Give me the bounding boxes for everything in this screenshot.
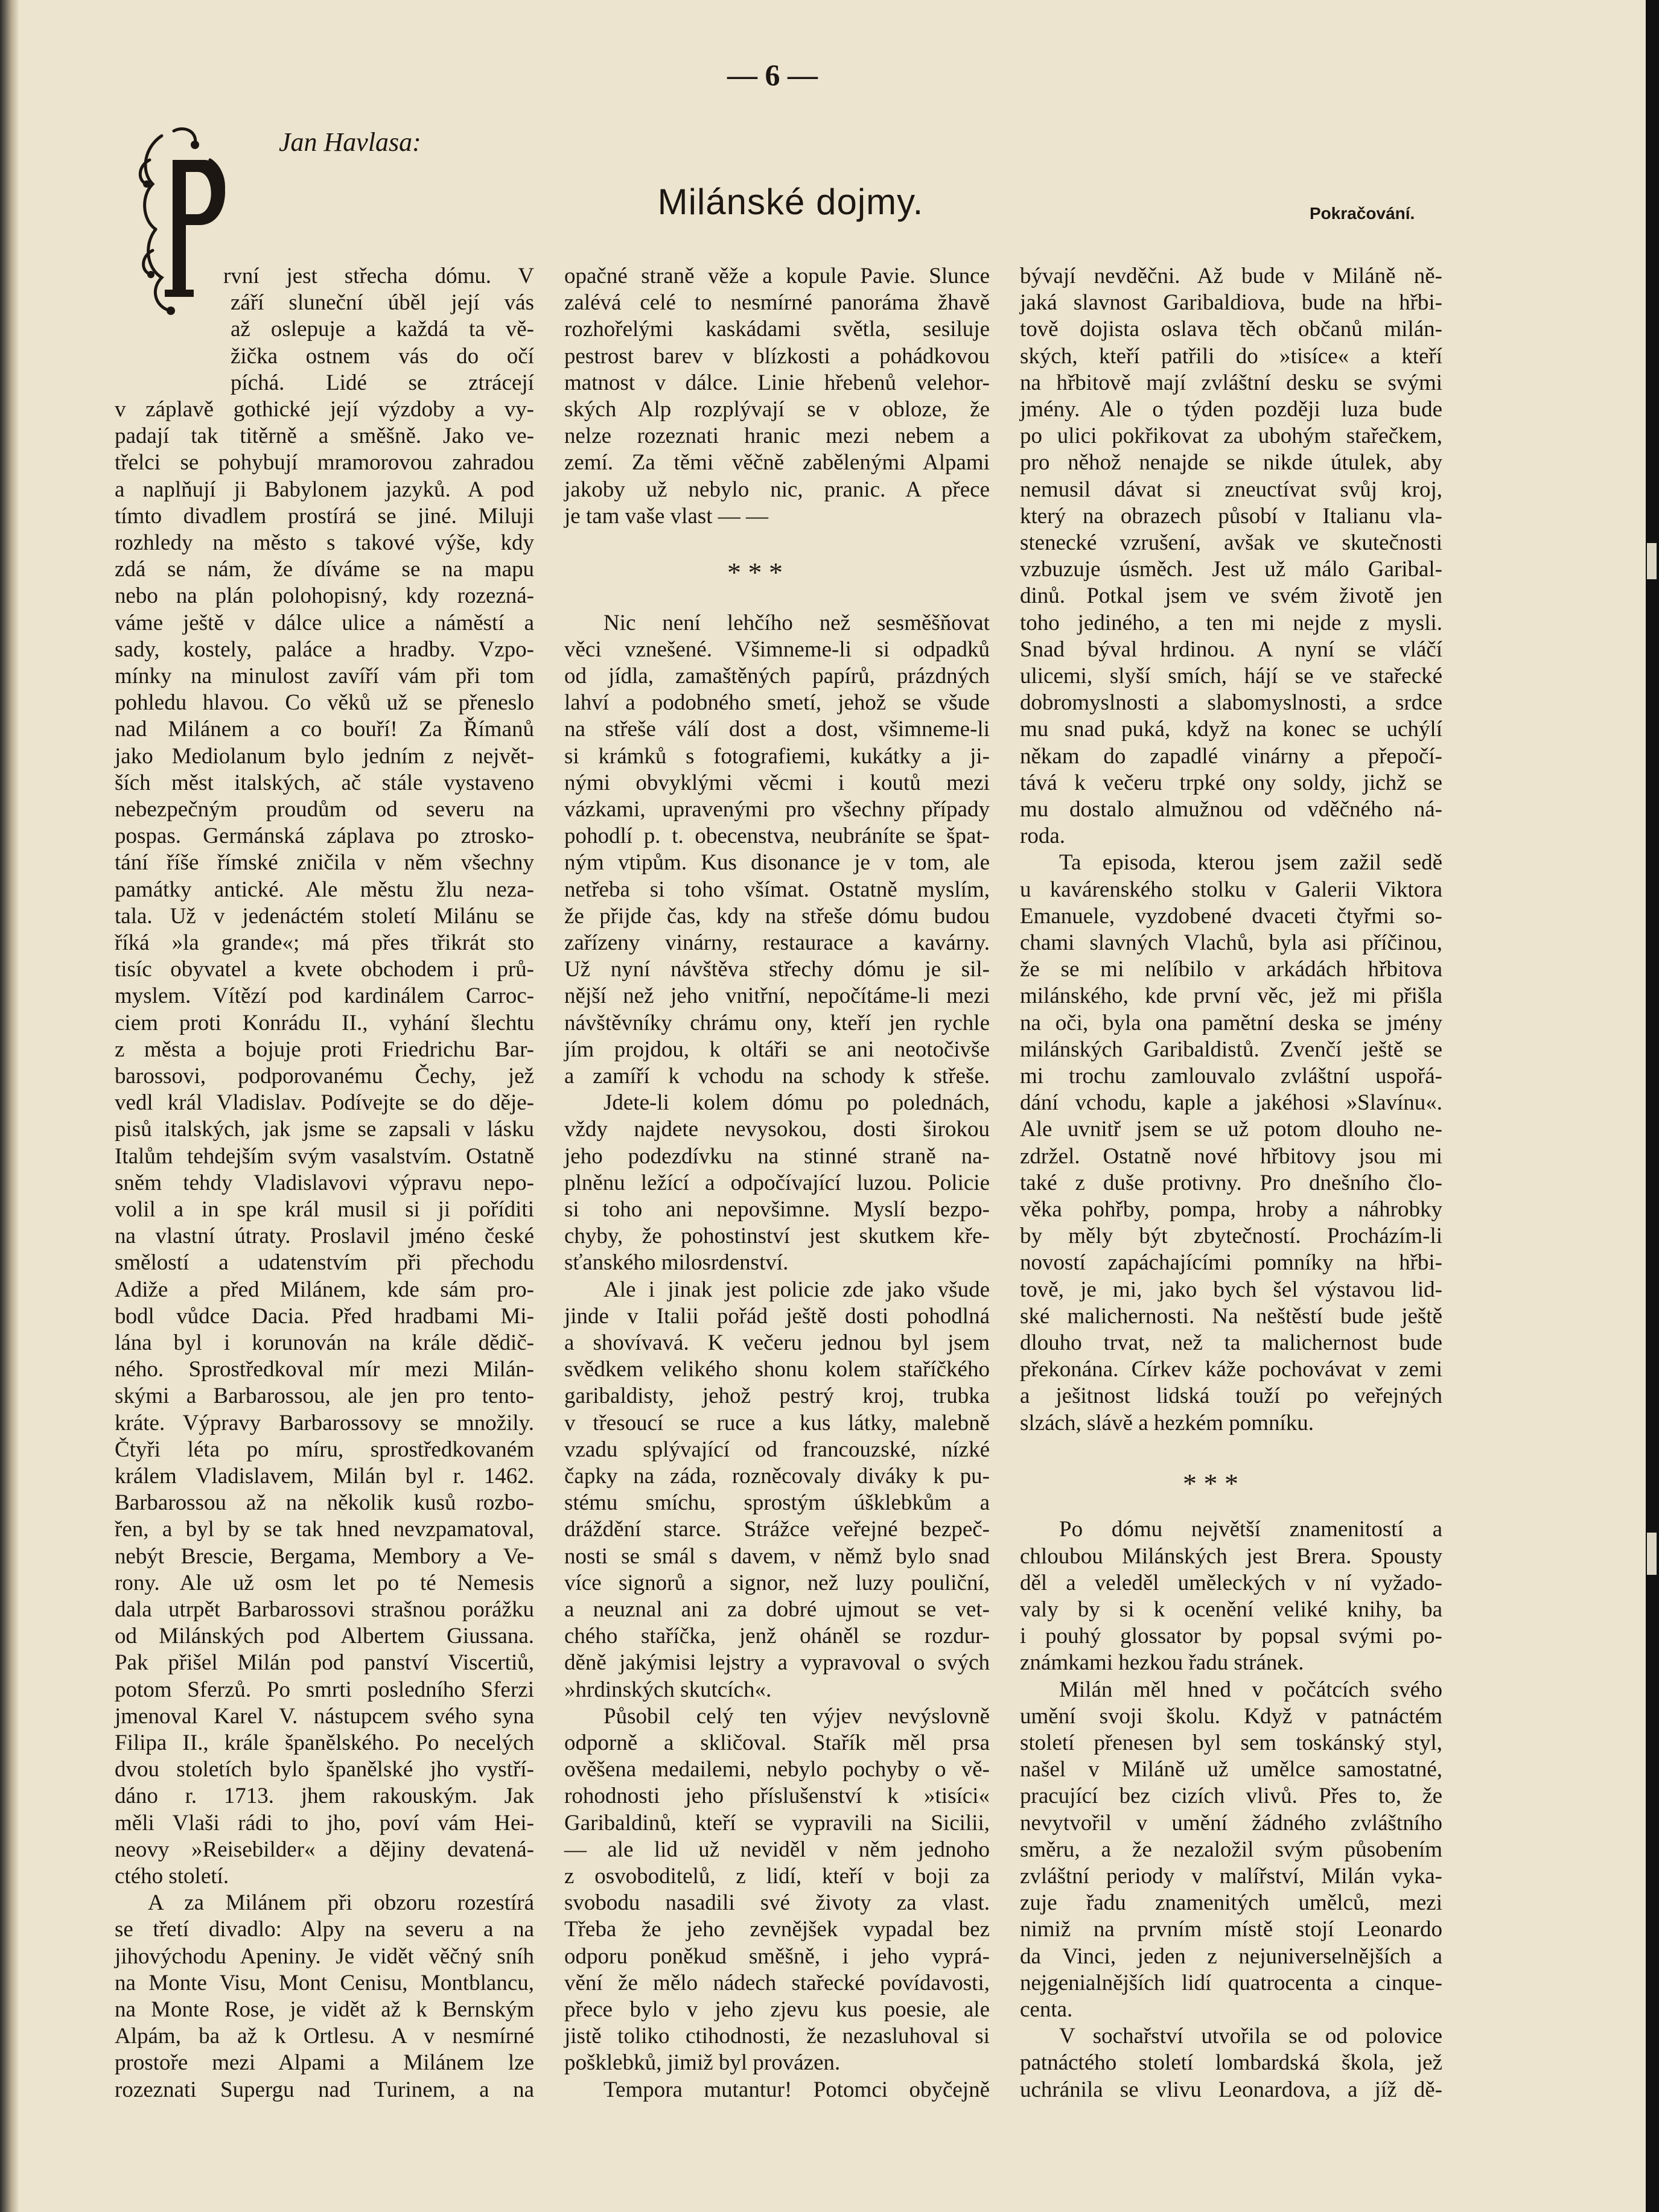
- text-line: vzbuzuje úsměch. Jest už málo Garibal-: [1020, 557, 1442, 582]
- text-line: plněnu ležící a odpočívající luzou. Policie: [564, 1170, 990, 1195]
- text-line: ských Alp rozplývají se v obloze, že: [564, 397, 990, 422]
- text-line: přece bylo v jeho zjevu kus poesie, ale: [564, 1997, 990, 2022]
- text-line: nebezpečným proudům od severu na: [115, 797, 534, 822]
- text-line: rohodnosti jeho příslušenství k »tisíci«: [564, 1784, 990, 1809]
- text-line: valy by si k ocenění veliké knihy, ba: [1020, 1597, 1442, 1622]
- text-line: zdá se nám, že díváme se na mapu: [115, 557, 534, 582]
- text-line: Pak přišel Milán pod panství Viscertiů,: [115, 1650, 534, 1676]
- text-line: jihovýchodu Apeniny. Je vidět věčný sníh: [115, 1943, 534, 1969]
- text-line: po ulici pokřikovat za ubohým stařečkem,: [1020, 424, 1442, 449]
- text-line: jako Mediolanum bylo jedním z největ-: [115, 743, 534, 769]
- text-line: vedl král Vladislav. Podívejte se do děje-: [115, 1090, 534, 1116]
- text-line: Po dómu největší znamenitostí a: [1059, 1517, 1442, 1542]
- section-separator: * * *: [1183, 1468, 1238, 1499]
- text-line: u kavárenského stolku v Galerii Viktora: [1020, 877, 1442, 902]
- text-line: září sluneční úběl její vás: [231, 290, 534, 316]
- text-line: na Monte Visu, Mont Cenisu, Montblancu,: [115, 1970, 534, 1995]
- text-line: řen, a byl by se tak hned nevzpamatoval,: [115, 1517, 534, 1542]
- text-line: že přijde čas, kdy na střeše dómu budou: [564, 903, 990, 929]
- text-line: tově, je mi, jako bych šel výstavou lid-: [1020, 1277, 1442, 1302]
- text-line: našel v Miláně už umělce samostatné,: [1020, 1757, 1442, 1782]
- text-line: ného. Sprostředkoval mír mezi Milán-: [115, 1357, 534, 1382]
- text-line: rozeznati Supergu nad Turinem, a na: [115, 2077, 534, 2102]
- text-line: matnost v dálce. Linie hřebenů velehor-: [564, 370, 990, 395]
- text-line: někam do zapadlé vinárny a přepočí-: [1020, 743, 1442, 769]
- text-line: »hrdinských skutcích«.: [564, 1677, 772, 1702]
- text-line: stému smíchu, sprostým úšklebkům a: [564, 1490, 990, 1516]
- text-line: dobromyslnosti a slabomyslnosti, a srdce: [1020, 690, 1442, 716]
- text-line: nebýt Brescie, Bergama, Membory a Ve-: [115, 1543, 534, 1569]
- text-line: ným vtipům. Kus disonance je v tom, ale: [564, 850, 990, 876]
- text-line: děně jakýmisi lejstry a vypravoval o svých: [564, 1650, 990, 1676]
- text-line: a neuznal ani za dobré ujmout se vet-: [564, 1597, 990, 1622]
- text-line: ulicemi, slyší smích, hájí se ve stařecké: [1020, 664, 1442, 688]
- text-line: a ješitnost lidská touží po veřejných: [1020, 1384, 1442, 1409]
- text-line: z města a bojuje proti Friedrichu Bar-: [115, 1037, 534, 1062]
- text-line: ské malichernosti. Na neštěstí bude ještě: [1020, 1303, 1442, 1329]
- text-line: Třeba že jeho zevnějšek vypadal bez: [564, 1917, 990, 1942]
- text-line: také z duše protivny. Pro dnešního člo-: [1020, 1170, 1442, 1195]
- text-line: směru, a že nezaložil svým působením: [1020, 1837, 1442, 1862]
- text-line: si krámků s fotografiemi, kukátky a ji-: [564, 743, 990, 769]
- text-line: slzách, slávě a hezkém pomníku.: [1020, 1410, 1314, 1435]
- text-line: barossovi, podporovanému Čechy, jež: [115, 1064, 534, 1089]
- text-line: dlouho trvat, než ta malichernost bude: [1020, 1330, 1442, 1355]
- text-line: mi trochu zamlouvalo zvláštní uspořá-: [1020, 1064, 1442, 1089]
- text-line: vzadu splývající od francouzské, nízké: [564, 1437, 990, 1462]
- text-line: si toho ani nepovšimne. Myslí bezpo-: [564, 1197, 990, 1222]
- text-line: zdržel. Ostatně nové hřbitovy jsou mi: [1020, 1143, 1442, 1169]
- text-line: ctého století.: [115, 1864, 229, 1889]
- text-line: věka pohřby, pompa, hroby a náhrobky: [1020, 1197, 1442, 1222]
- text-line: neovy »Reisebilder« a dějiny devatená-: [115, 1837, 534, 1862]
- text-line: tala. Už v jedenáctém století Milánu se: [115, 903, 534, 929]
- text-line: tově dojista oslava těch občanů milán-: [1020, 317, 1442, 342]
- page-tab-marker: [1647, 543, 1657, 579]
- text-line: Působil celý ten výjev nevýslovně: [603, 1703, 990, 1729]
- text-line: [1020, 1437, 1442, 1463]
- text-line: rvní jest střecha dómu. V: [223, 264, 534, 288]
- text-line: králem Vladislavem, Milán byl r. 1462.: [115, 1464, 534, 1489]
- text-line: nevytvořil v umění žádného zvláštního: [1020, 1810, 1442, 1835]
- text-line: zuje řadu znamenitých umělců, mezi: [1020, 1890, 1442, 1916]
- text-line: a naplňují ji Babylonem jazyků. A pod: [115, 477, 534, 502]
- text-line: skými a Barbarossou, ale jen pro tento-: [115, 1384, 534, 1409]
- text-line: a shovívavá. K večeru jednou byl jsem: [564, 1330, 990, 1355]
- text-line: na hřbitově mají zvláštní desku se svými: [1020, 370, 1442, 395]
- text-line: lána byl i korunován na krále dědič-: [115, 1330, 534, 1355]
- text-line: děl a veleděl uměleckých v ní vyžado-: [1020, 1570, 1442, 1595]
- text-line: překonána. Církev káže pochovávat v zemi: [1020, 1357, 1442, 1382]
- text-line: jinde v Italii pořád ještě dosti pohodlná: [564, 1303, 990, 1329]
- text-line: padají tak titěrně a směšně. Jako ve-: [115, 424, 534, 449]
- text-line: svobodu nasadili své životy za vlast.: [564, 1890, 990, 1916]
- text-line: uchránila se vlivu Leonardova, a jíž dě-: [1020, 2077, 1442, 2102]
- text-line: je tam vaše vlast — —: [564, 503, 769, 529]
- text-line: ších měst italských, ač stále vystaveno: [115, 770, 534, 795]
- text-line: [564, 530, 990, 556]
- text-line: jmenoval Karel V. nástupcem svého syna: [115, 1703, 534, 1729]
- text-line: tímto divadlem prostírá se jiné. Miluji: [115, 503, 534, 529]
- continuation-note: Pokračování.: [1310, 204, 1415, 223]
- text-line: Tempora mutantur! Potomci obyčejně: [603, 2077, 990, 2102]
- text-line: Alpám, ba až k Ortlesu. A v nesmírné: [115, 2024, 534, 2049]
- text-line: vázkami, upravenými pro všechny případy: [564, 797, 990, 822]
- text-line: žička ostnem vás do očí: [231, 343, 534, 369]
- text-line: nimiž na prvním místě stojí Leonardo: [1020, 1917, 1442, 1942]
- page-edge: [1646, 0, 1659, 2212]
- text-line: pohodlí p. t. obecenstva, neubráníte se špat-: [564, 824, 990, 849]
- text-line: dinů. Potkal jsem ve svém životě jen: [1020, 583, 1442, 609]
- text-line: jistě toliko ctihodnosti, že nezasluhoval si: [564, 2024, 990, 2049]
- text-line: Jdete-li kolem dómu po polednách,: [603, 1090, 990, 1116]
- text-line: ciem proti Konrádu II., vyhání šlechtu: [115, 1010, 534, 1035]
- text-line: chloubou Milánských jest Brera. Spousty: [1020, 1543, 1442, 1569]
- text-line: umění svoji školu. Když v patnáctém: [1020, 1703, 1442, 1729]
- text-line: nebo na plán polohopisný, kdy rozezná-: [115, 583, 534, 609]
- text-line: V sochařství utvořila se od polovice: [1059, 2024, 1442, 2049]
- text-line: až oslepuje a každá ta vě-: [231, 317, 534, 342]
- binding-edge: [0, 0, 19, 2212]
- text-line: ských, kteří patřili do »tisíce« a kteří: [1020, 343, 1442, 369]
- text-line: jakoby už nebylo nic, pranic. A přece: [564, 477, 990, 502]
- text-line: dráždění starce. Strážce veřejné bezpeč-: [564, 1517, 990, 1542]
- text-line: tisíc obyvatel a kvete obchodem i prů-: [115, 957, 534, 982]
- text-line: památky antické. Ale městu žlu neza-: [115, 877, 534, 902]
- text-line: návštěvníky chrámu ony, kteří jen rychle: [564, 1010, 990, 1035]
- text-line: dáno r. 1713. jhem rakouským. Jak: [115, 1784, 534, 1809]
- text-line: Milán měl hned v počátcích svého: [1059, 1677, 1442, 1702]
- text-line: chami slavných Vlachů, byla asi příčinou,: [1020, 930, 1442, 955]
- text-line: Ale uvnitř jsem se už potom dlouho ne-: [1020, 1117, 1442, 1142]
- text-line: od jídla, zamaštěných papírů, prázdných: [564, 664, 990, 688]
- text-line: nosti se smál s davem, v němž bylo snad: [564, 1543, 990, 1569]
- text-line: od Milánských pod Albertem Giussana.: [115, 1624, 534, 1649]
- text-line: jaká slavnost Garibaldiova, bude na hřbi-: [1020, 290, 1442, 316]
- text-line: zalévá celé to nesmírné panoráma žhavě: [564, 290, 990, 316]
- text-line: Italům tehdejším svým vasalstvím. Ostatně: [115, 1143, 534, 1169]
- section-separator: * * *: [727, 557, 783, 588]
- text-line: na Monte Rose, je vidět až k Bernským: [115, 1997, 534, 2022]
- text-line: z osvoboditelů, z lidí, kteří v boji za: [564, 1864, 990, 1889]
- text-line: na oči, byla ona pamětní deska se jmény: [1020, 1010, 1442, 1035]
- text-line: nemusil dávat si zneuctívat svůj kroj,: [1020, 477, 1442, 502]
- text-line: svědkem velikého shonu kolem staříčkého: [564, 1357, 990, 1382]
- text-line: by měly být zbytečností. Procházím-li: [1020, 1224, 1442, 1249]
- text-line: píchá. Lidé se ztrácejí: [231, 370, 534, 395]
- text-line: pošklebků, jimiž byl provázen.: [564, 2050, 841, 2076]
- text-line: nější než jeho vnitřní, nepočítáme-li mezi: [564, 984, 990, 1009]
- text-line: chého staříčka, jenž oháněl se rozdur-: [564, 1624, 990, 1649]
- text-line: Adiže a před Milánem, kde sám pro-: [115, 1277, 534, 1302]
- text-line: zemí. Za těmi věčně zabělenými Alpami: [564, 450, 990, 475]
- text-line: sťanského milosrdenství.: [564, 1250, 789, 1276]
- text-line: století přenesen byl sem toskánský styl,: [1020, 1731, 1442, 1755]
- text-line: více signorů a signor, než luzy pouliční,: [564, 1570, 990, 1595]
- text-line: Garibaldinů, kteří se vypravili na Sicilii,: [564, 1810, 990, 1835]
- text-line: váme ještě v dálce ulice a náměstí a: [115, 610, 534, 635]
- author-name: Jan Havlasa:: [279, 127, 421, 157]
- text-line: ověšena medailemi, nebylo pochyby o vě-: [564, 1757, 990, 1782]
- text-line: třelci se pohybují mramorovou zahradou: [115, 450, 534, 475]
- text-line: Čtyři léta po míru, sprostředkovaném: [115, 1437, 534, 1462]
- text-line: sněm tehdy Vladislavovi výpravu nepo-: [115, 1170, 534, 1195]
- text-line: se třetí divadlo: Alpy na severu a na: [115, 1917, 534, 1942]
- text-line: nelze rozeznati hranic mezi nebem a: [564, 424, 990, 449]
- text-line: garibaldisty, jehož pestrý kroj, trubka: [564, 1384, 990, 1409]
- text-line: dvou stoletích bylo španělské jho vystří-: [115, 1757, 534, 1782]
- text-line: pohledu hlavou. Co věků už se přeneslo: [115, 690, 534, 716]
- text-line: pro něhož nenajde se nikde útulek, aby: [1020, 450, 1442, 475]
- text-line: Snad býval hrdinou. A nyní se vláčí: [1020, 637, 1442, 662]
- text-line: jmény. Ale o týden později luza bude: [1020, 397, 1442, 422]
- text-line: rozhořelými kaskádami světla, sesiluje: [564, 317, 990, 342]
- text-line: pospas. Germánská záplava po ztrosko-: [115, 824, 534, 849]
- text-line: myslem. Vítězí pod kardinálem Carroc-: [115, 984, 534, 1009]
- text-line: mu snad puká, když na konec se uchýlí: [1020, 717, 1442, 742]
- text-line: vždy najdete nevysokou, dosti širokou: [564, 1117, 990, 1142]
- text-line: tání říše římské zničila v něm všechny: [115, 850, 534, 876]
- text-line: centa.: [1020, 1997, 1073, 2022]
- text-line: nejgenialnějších lidí quatrocenta a cinque-: [1020, 1970, 1442, 1995]
- text-line: i pouhý glossator by popsal svými po-: [1020, 1624, 1442, 1649]
- text-line: — ale lid už neviděl v něm jednoho: [564, 1837, 990, 1862]
- text-line: mu dostalo almužnou od vděčného ná-: [1020, 797, 1442, 822]
- text-line: novostí zapáchajícími pomníky na hřbi-: [1020, 1250, 1442, 1276]
- text-line: Ta episoda, kterou jsem zažil sedě: [1059, 850, 1442, 876]
- text-line: v záplavě gothické její výzdoby a vy-: [115, 397, 534, 422]
- text-line: toho jediného, a ten mi nejde z mysli.: [1020, 610, 1442, 635]
- text-line: na vlastní útraty. Proslavil jméno české: [115, 1224, 534, 1249]
- text-line: a zamíří k vchodu na schody k střeše.: [564, 1064, 990, 1089]
- text-line: říká »la grande«; má přes třikrát sto: [115, 930, 534, 955]
- text-line: jím projdou, k oltáři se ani neotočivše: [564, 1037, 990, 1062]
- text-line: odporu poněkud směšně, i jeho vyprá-: [564, 1943, 990, 1969]
- text-line: bodl vůdce Dacia. Před hradbami Mi-: [115, 1303, 534, 1329]
- text-line: stenecké vzrušení, avšak ve skutečnosti: [1020, 530, 1442, 555]
- text-line: Ale i jinak jest policie zde jako všude: [603, 1277, 990, 1302]
- text-line: milánského, kde první věc, jež mi přišla: [1020, 984, 1442, 1009]
- text-line: rozhledy na město s takové výše, kdy: [115, 530, 534, 555]
- article-title: Milánské dojmy.: [657, 182, 924, 222]
- text-line: čapky na záda, rozněcovaly diváky k pu-: [564, 1464, 990, 1489]
- page-tab-marker: [1647, 1533, 1657, 1575]
- text-line: zařízeny vinárny, restaurace a kavárny.: [564, 930, 990, 955]
- text-line: měli Vlaši rádi to jho, poví vám Hei-: [115, 1810, 534, 1835]
- text-line: netřeba si toho všímat. Ostatně myslím,: [564, 877, 990, 902]
- text-line: pestrost barev v blízkosti a pohádkovou: [564, 343, 990, 369]
- text-line: bývají nevděčni. Až bude v Miláně ně-: [1020, 264, 1442, 288]
- text-line: mínky na minulost zavíří vám při tom: [115, 664, 534, 688]
- text-line: pisů italských, jak jsme se zapsali v lásku: [115, 1117, 534, 1142]
- text-line: Nic není lehčího než sesměšňovat: [603, 610, 990, 635]
- text-line: pracující bez cizích vlivů. Přes to, že: [1020, 1784, 1442, 1809]
- text-line: chyby, že pohostinství jest skutkem kře-: [564, 1224, 990, 1249]
- text-line: odporně a skličoval. Stařík měl prsa: [564, 1731, 990, 1755]
- text-line: da Vinci, jeden z nejuniverselnějších a: [1020, 1943, 1442, 1969]
- text-line: dání vchodu, kaple a jakéhosi »Slavínu«.: [1020, 1090, 1442, 1116]
- text-line: zvláštní periody v malířství, Milán vyka-: [1020, 1864, 1442, 1889]
- text-line: sady, kostely, paláce a hradby. Vzpo-: [115, 637, 534, 662]
- text-line: volil a in spe král musil si ji poříditi: [115, 1197, 534, 1222]
- text-line: Filipa II., krále španělského. Po necelých: [115, 1731, 534, 1755]
- text-line: Barbarossou až na několik kusů rozbo-: [115, 1490, 534, 1516]
- text-line: lahví a podobného smetí, jehož se všude: [564, 690, 990, 716]
- text-line: Už nyní návštěva střechy dómu je sil-: [564, 957, 990, 982]
- text-line: opačné straně věže a kopule Pavie. Slunce: [564, 264, 990, 288]
- text-line: nými obvyklými věcmi i koutů mezi: [564, 770, 990, 795]
- text-line: na střeše válí dost a dost, všimneme-li: [564, 717, 990, 742]
- text-line: milánských Garibaldistů. Zvenčí ještě se: [1020, 1037, 1442, 1062]
- text-line: v třesoucí se ruce a kus látky, malebně: [564, 1410, 990, 1435]
- text-line: prostoře mezi Alpami a Milánem lze: [115, 2050, 534, 2076]
- text-line: že se mi nelíbilo v arkádách hřbitova: [1020, 957, 1442, 982]
- text-line: nad Milánem a co bouří! Za Římanů: [115, 717, 534, 742]
- text-line: tává k večeru trpké ony soldy, jichž se: [1020, 770, 1442, 795]
- text-line: věci vznešené. Všimneme-li si odpadků: [564, 637, 990, 662]
- page-number: — 6 —: [727, 58, 818, 92]
- text-line: jeho podezdívku na stinné straně na-: [564, 1143, 990, 1169]
- text-line: vění že mělo nádech stařecké povídavosti,: [564, 1970, 990, 1995]
- text-line: Emanuele, vyzdobené dvaceti čtyřmi so-: [1020, 903, 1442, 929]
- text-line: smělostí a udatenstvím při přechodu: [115, 1250, 534, 1276]
- text-line: A za Milánem při obzoru rozestírá: [148, 1890, 534, 1916]
- text-line: rony. Ale už osm let po té Nemesis: [115, 1570, 534, 1595]
- text-line: který na obrazech působí v Italianu vla-: [1020, 503, 1442, 529]
- text-line: kráte. Výpravy Barbarossovy se množily.: [115, 1410, 534, 1435]
- text-line: potom Sferzů. Po smrti posledního Sferzi: [115, 1677, 534, 1702]
- text-line: známkami hezkou řadu stránek.: [1020, 1650, 1304, 1676]
- drop-cap-initial: [138, 124, 237, 317]
- text-line: dala utrpět Barbarossovi strašnou porážku: [115, 1597, 534, 1622]
- text-line: patnáctého století lombardská škola, jež: [1020, 2050, 1442, 2076]
- text-line: roda.: [1020, 824, 1065, 849]
